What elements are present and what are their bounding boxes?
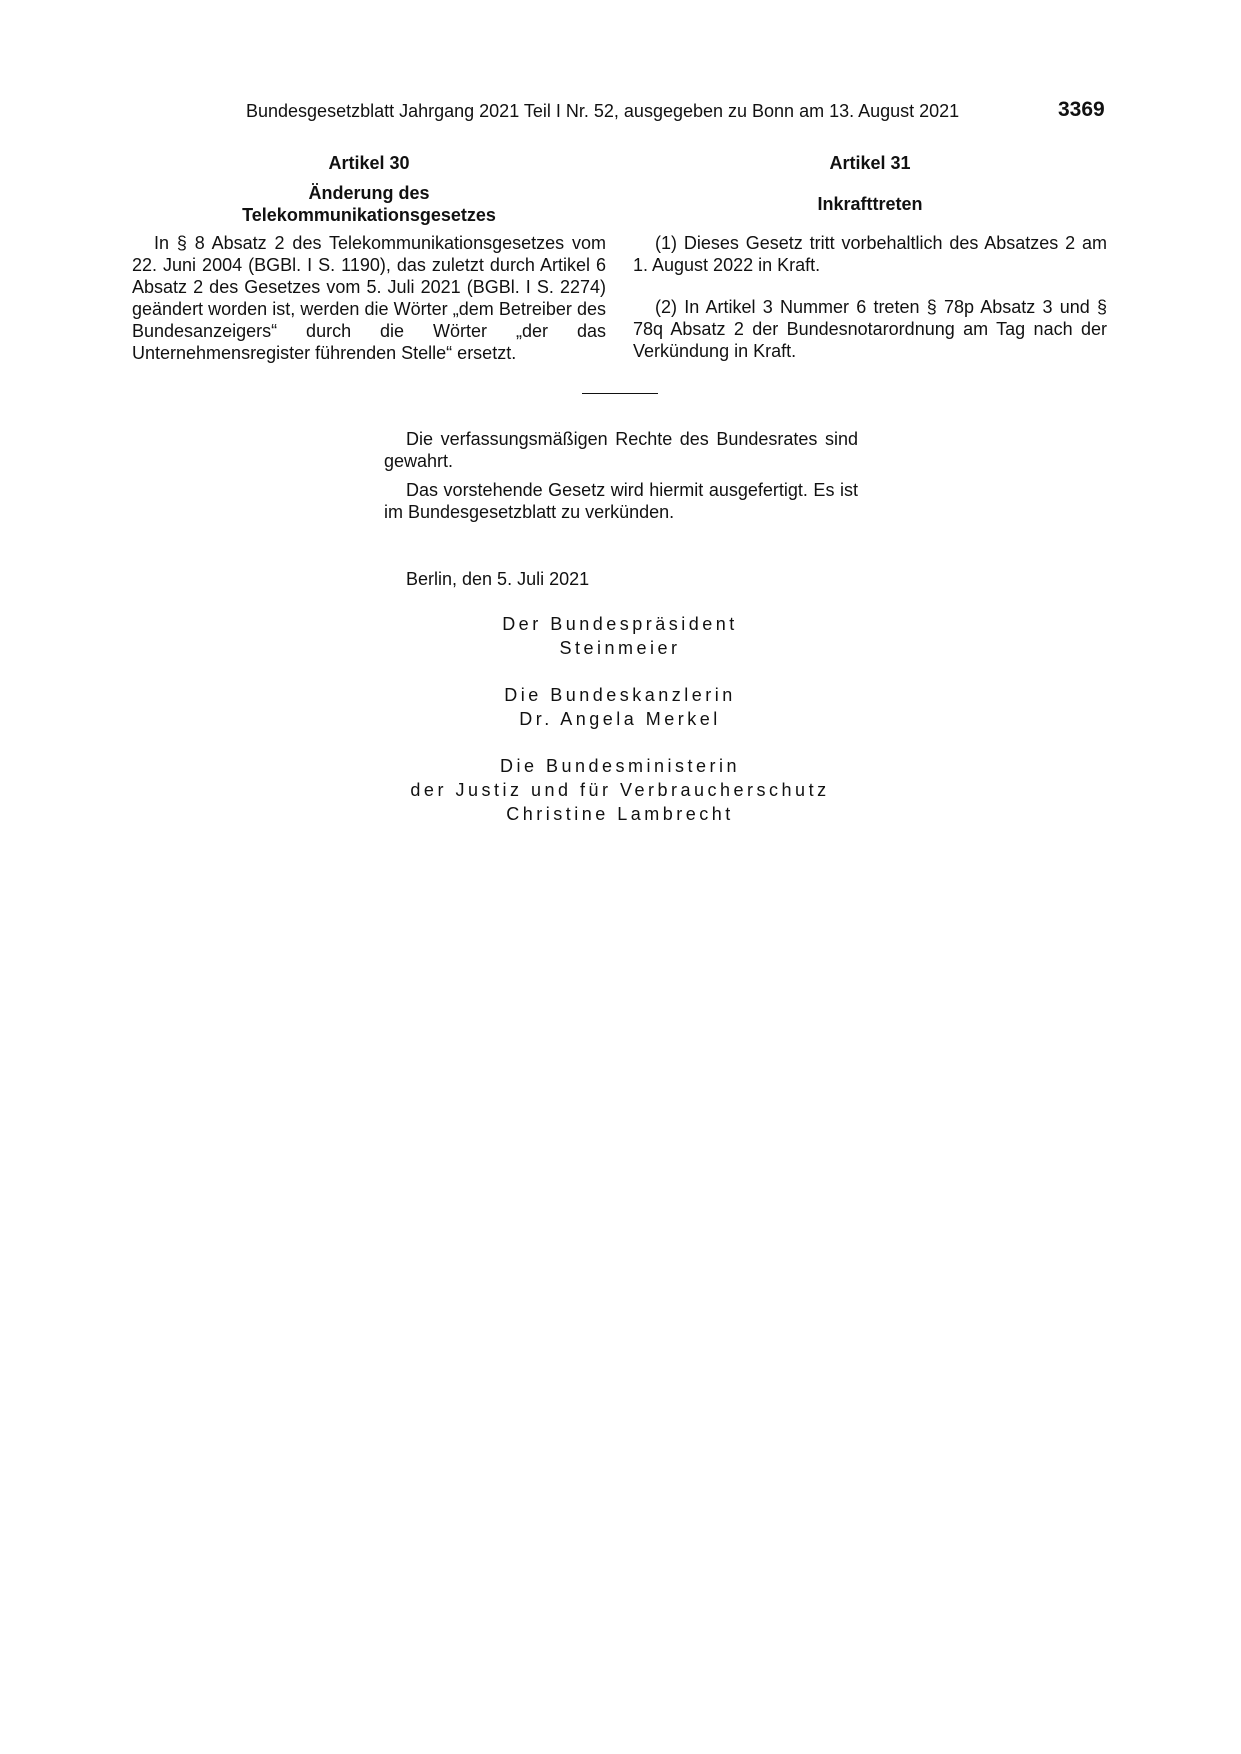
- signature-name: Christine Lambrecht: [506, 804, 734, 824]
- article-paragraph: (2) In Artikel 3 Nummer 6 treten § 78p Absatz 3 und § 78q Absatz 2 der Bundesnotarordnung am Tag nach der Verkündung in Kraft.: [633, 297, 1107, 361]
- signature-blocks: [340, 612, 900, 826]
- article-paragraph: In § 8 Absatz 2 des Telekommunikationsgesetzes vom 22. Juni 2004 (BGBl. I S. 1190), das zuletzt durch Artikel 6 Absatz 2 des Gesetzes vom 5. Juli 2021 (BGBl. I S. 2274) geändert worden ist, werden die Wörter „dem Betreiber des Bundesanzeigers“ durch die Wörter „der das Unternehmensregister führenden Stelle“ ersetzt.: [132, 233, 606, 363]
- gazette-title: Bundesgesetzblatt Jahrgang 2021 Teil I Nr. 52, ausgegeben zu Bonn am 13. August 2021: [246, 101, 960, 121]
- article-paragraph: (1) Dieses Gesetz tritt vorbehaltlich des Absatzes 2 am 1. August 2022 in Kraft.: [633, 233, 1107, 275]
- article-number: Artikel 30: [328, 153, 410, 173]
- article-title-line: Telekommunikationsgesetzes: [242, 205, 496, 225]
- signature-office: der Justiz und für Verbraucherschutz: [410, 780, 830, 800]
- article-title: Inkrafttreten: [817, 194, 923, 214]
- signature-office: Die Bundesministerin: [499, 756, 741, 776]
- signature-minister: [340, 754, 900, 826]
- section-divider: [582, 393, 658, 394]
- article-30: [132, 152, 606, 364]
- closing-paragraph: Die verfassungsmäßigen Rechte des Bundesrates sind gewahrt.: [384, 429, 858, 471]
- page-number: 3369: [1058, 98, 1105, 121]
- closing-formula: [384, 428, 858, 523]
- place-and-date: Berlin, den 5. Juli 2021: [406, 569, 590, 589]
- article-title-line: Änderung des: [308, 183, 430, 203]
- signature-president: [340, 612, 900, 660]
- signature-chancellor: [340, 683, 900, 731]
- article-31: [633, 152, 1107, 362]
- signature-office: Der Bundespräsident: [502, 614, 738, 634]
- closing-paragraph: Das vorstehende Gesetz wird hiermit ausgefertigt. Es ist im Bundesgesetzblatt zu verkünden.: [384, 480, 858, 522]
- article-title: [132, 182, 606, 226]
- page-header: [0, 99, 1241, 127]
- signature-name: Dr. Angela Merkel: [519, 709, 721, 729]
- signature-office: Die Bundeskanzlerin: [504, 685, 736, 705]
- article-number: Artikel 31: [829, 153, 911, 173]
- signature-name: Steinmeier: [559, 638, 681, 658]
